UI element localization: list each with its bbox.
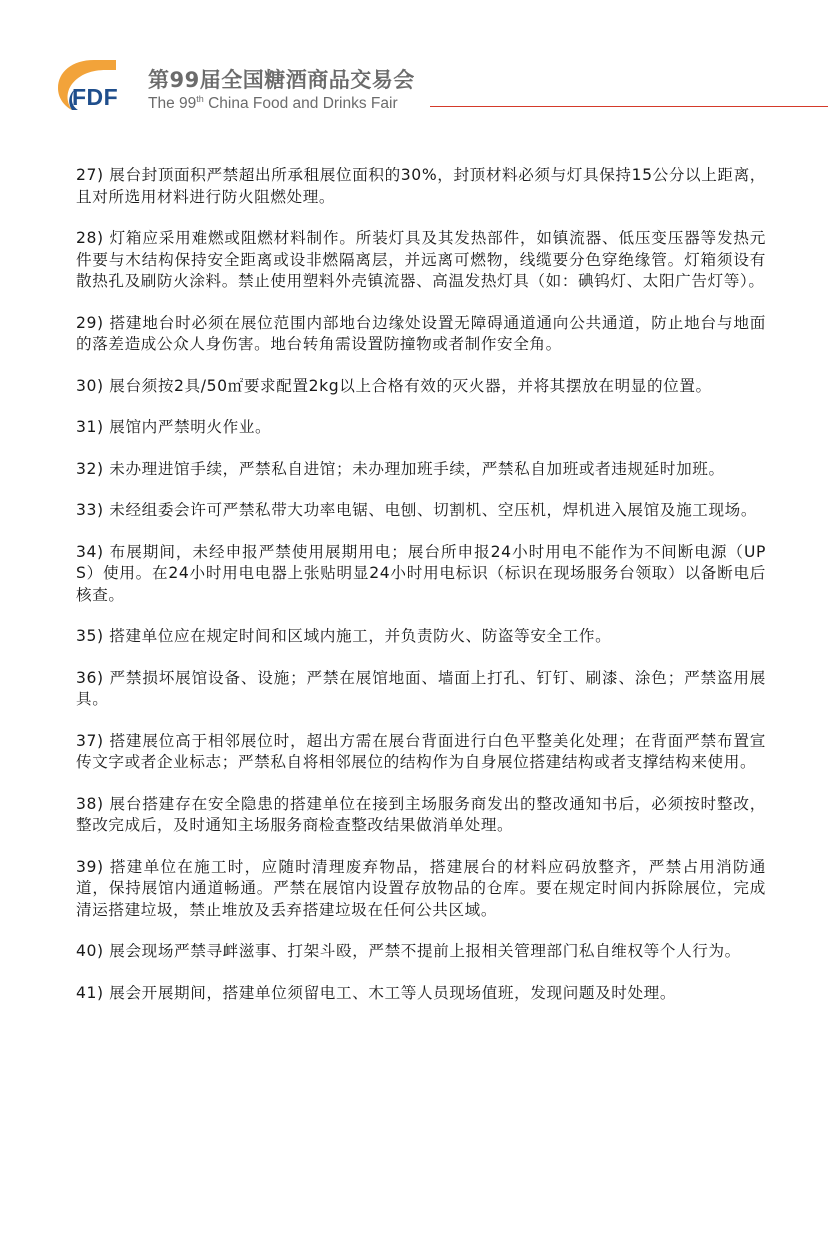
rule-item-27: 27) 展台封顶面积严禁超出所承租展位面积的30%，封顶材料必须与灯具保持15公分以上距离，且对所选用材料进行防火阻燃处理。 [76,166,766,206]
rule-item-32: 32) 未办理进馆手续，严禁私自进馆；未办理加班手续，严禁私自加班或者违规延时加班。 [76,459,725,478]
rule-item-30: 30) 展台须按2具/50㎡要求配置2kg以上合格有效的灭火器，并将其摆放在明显的位置。 [76,376,712,395]
rule-item-33: 33) 未经组委会许可严禁私带大功率电锯、电刨、切割机、空压机，焊机进入展馆及施工现场。 [76,501,758,519]
rules-list [76,165,766,1024]
fair-subtitle [148,94,398,113]
rule-item-40: 40) 展会现场严禁寻衅滋事、打架斗殴，严禁不提前上报相关管理部门私自维权等个人行为。 [76,942,741,960]
rule-item-38: 38) 展台搭建存在安全隐患的搭建单位在接到主场服务商发出的整改通知书后，必须按时整改，整改完成后，及时通知主场服务商检查整改结果做消单处理。 [76,794,766,834]
fair-subtitle-suffix: China Food and Drinks Fair [203,95,398,112]
rule-item-34: 34) 布展期间，未经申报严禁使用展期用电；展台所申报24小时用电不能作为不间断电源（UPS）使用。在24小时用电电器上张贴明显24小时用电标识（标识在现场服务台领取）以备断电后核查。 [76,542,766,604]
rule-item-41: 41) 展会开展期间，搭建单位须留电工、木工等人员现场值班，发现问题及时处理。 [76,983,677,1002]
logo-wordmark: FDF [72,84,119,110]
rule-item-31: 31) 展馆内严禁明火作业。 [76,418,272,436]
fair-title: 第99届全国糖酒商品交易会 [148,68,415,92]
page-header [0,0,828,120]
rule-item-37: 37) 搭建展位高于相邻展位时，超出方需在展台背面进行白色平整美化处理；在背面严禁布置宣传文字或者企业标志；严禁私自将相邻展位的结构作为自身展位搭建结构或者支撑结构来使用。 [76,731,766,771]
fair-subtitle-prefix: The 99 [148,95,197,112]
rule-item-39: 39) 搭建单位在施工时，应随时清理废弃物品，搭建展台的材料应码放整齐，严禁占用消防通道，保持展馆内通道畅通。严禁在展馆内设置存放物品的仓库。要在规定时间内拆除展位，完成清运搭建垃圾，禁止堆放及丢弃搭建垃圾在任何公共区域。 [76,857,766,919]
rule-item-28: 28) 灯箱应采用难燃或阻燃材料制作。所装灯具及其发热部件，如镇流器、低压变压器等发热元件要与木结构保持安全距离或设非燃隔离层，并远离可燃物，线缆要分色穿绝缘管。灯箱须设有散热孔及刷防火涂料。禁止使用塑料外壳镇流器、高温发热灯具（如：碘钨灯、太阳广告灯等）。 [76,229,766,290]
rule-item-29: 29) 搭建地台时必须在展位范围内部地台边缘处设置无障碍通道通向公共通道，防止地台与地面的落差造成公众人身伤害。地台转角需设置防撞物或者制作安全角。 [76,313,766,353]
rule-item-36: 36) 严禁损坏展馆设备、设施；严禁在展馆地面、墙面上打孔、钉钉、刷漆、涂色；严禁盗用展具。 [76,668,766,708]
rule-item-35: 35) 搭建单位应在规定时间和区域内施工，并负责防火、防盗等安全工作。 [76,627,612,645]
fair-subtitle-ordinal: th [196,94,204,104]
header-divider [430,106,828,107]
